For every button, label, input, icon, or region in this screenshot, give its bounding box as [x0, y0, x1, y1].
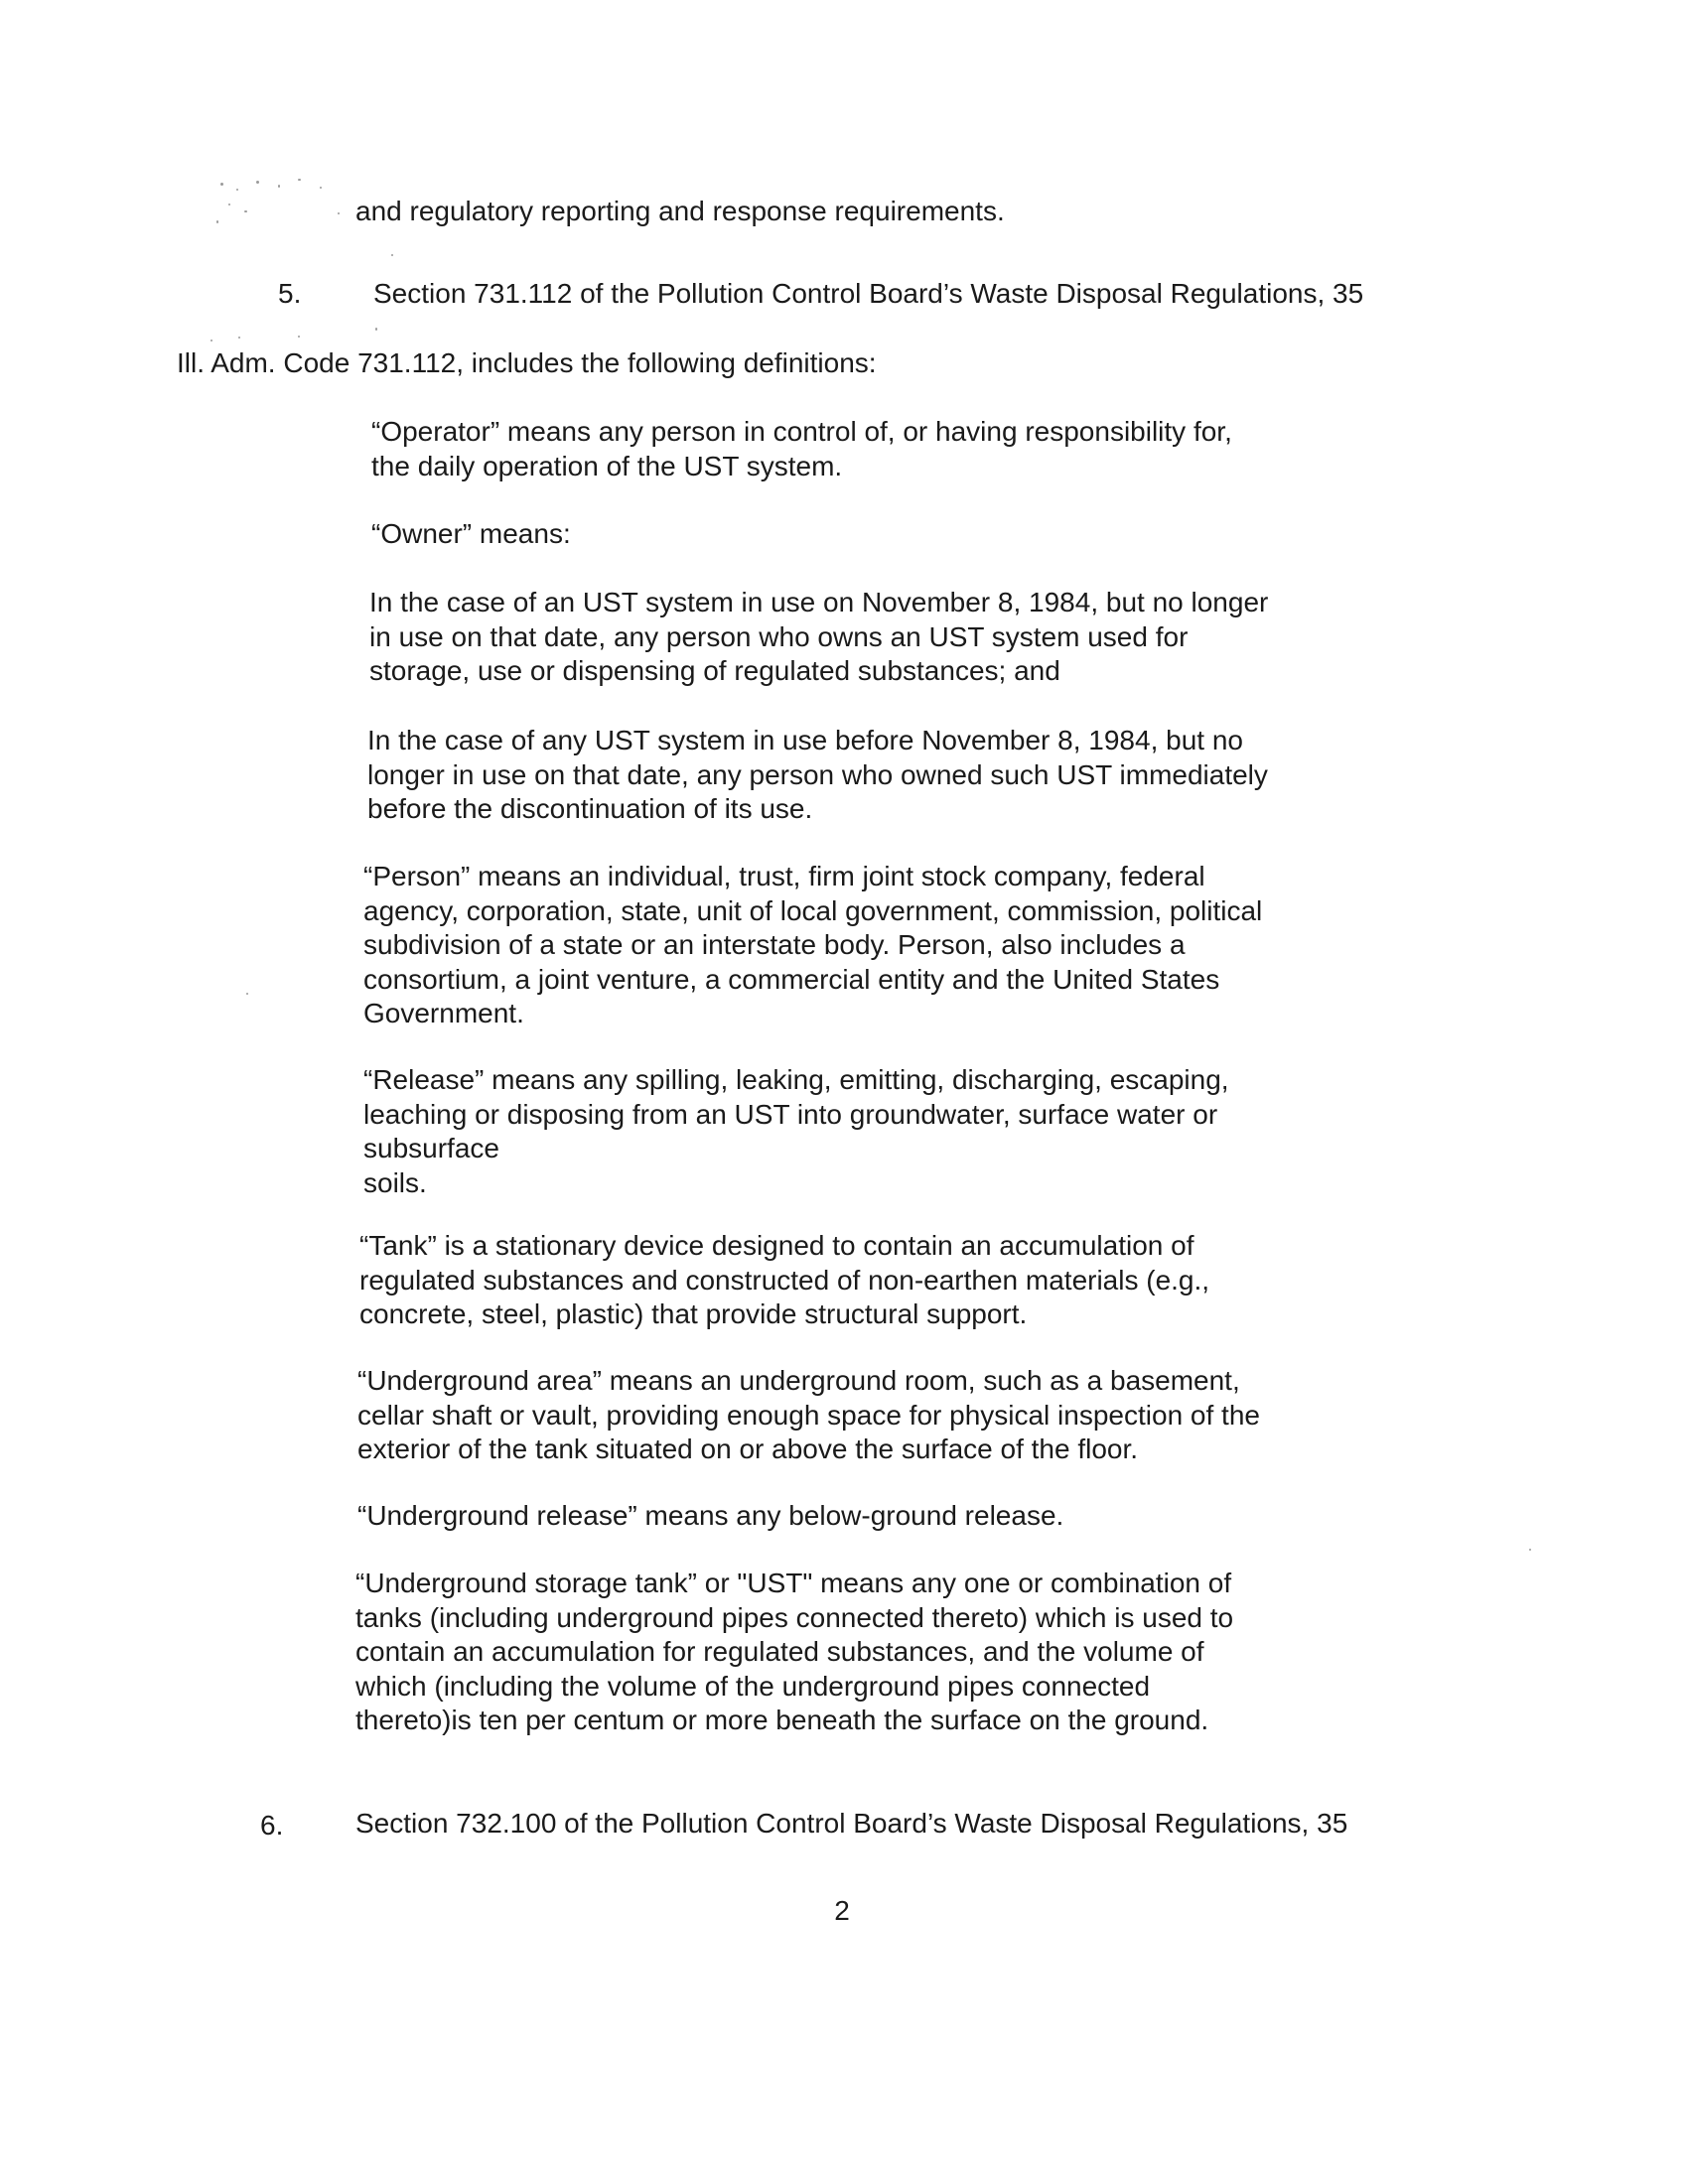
scan-speck: [244, 210, 247, 212]
scan-speck: [228, 204, 230, 205]
paragraph-5-second-line: Ill. Adm. Code 731.112, includes the following definitions:: [177, 347, 877, 378]
scan-speck: [391, 254, 393, 256]
paragraph-6-first-line: Section 732.100 of the Pollution Control Board’s Waste Disposal Regulations, 35: [355, 1808, 1348, 1839]
definition-line: “Underground area” means an underground room, such as a basement,: [357, 1365, 1240, 1396]
definition-line: in use on that date, any person who owns an UST system used for: [369, 620, 1189, 652]
definition-line: In the case of any UST system in use before November 8, 1984, but no: [367, 725, 1243, 755]
paragraph-6-number: 6.: [260, 1810, 284, 1841]
definition-underground-storage-tank: [355, 1567, 1388, 1738]
scan-speck: [338, 212, 340, 214]
scan-speck: [236, 189, 238, 191]
paragraph-5-first-line: Section 731.112 of the Pollution Control Board’s Waste Disposal Regulations, 35: [373, 278, 1364, 309]
definition-line: “Underground storage tank” or "UST" means any one or combination of: [355, 1568, 1232, 1598]
scan-speck: [298, 179, 301, 181]
definition-line: regulated substances and constructed of non-earthen materials (e.g.,: [359, 1264, 1210, 1296]
definition-line: exterior of the tank situated on or above the surface of the floor.: [357, 1433, 1139, 1464]
definition-line: which (including the volume of the underground pipes connected: [355, 1670, 1151, 1702]
definition-underground-release: [357, 1499, 1390, 1534]
definition-line: “Operator” means any person in control of, or having responsibility for,: [371, 416, 1232, 447]
definition-owner: [371, 517, 1404, 552]
scan-speck: [298, 336, 300, 338]
definition-line: agency, corporation, state, unit of local government, commission, political: [363, 894, 1263, 926]
paragraph-5-number: 5.: [278, 278, 302, 309]
definition-line: subdivision of a state or an interstate body. Person, also includes a: [363, 929, 1186, 960]
definition-line: thereto)is ten per centum or more beneath the surface on the ground.: [355, 1705, 1209, 1735]
definition-line: “Underground release” means any below-ground release.: [357, 1500, 1064, 1531]
scan-speck: [220, 183, 223, 186]
definition-release: [363, 1063, 1396, 1200]
definition-line: contain an accumulation for regulated substances, and the volume of: [355, 1636, 1204, 1667]
definition-operator: [371, 415, 1404, 483]
definition-line: soils.: [363, 1166, 427, 1198]
intro-continuation: and regulatory reporting and response requirements.: [355, 196, 1005, 226]
scan-speck: [375, 328, 377, 331]
definition-line: cellar shaft or vault, providing enough space for physical inspection of the: [357, 1399, 1260, 1431]
page-number: 2: [834, 1895, 850, 1926]
definition-line: consortium, a joint venture, a commercial entity and the United States: [363, 963, 1220, 995]
scan-speck: [320, 187, 322, 189]
definition-line: leaching or disposing from an UST into groundwater, surface water or: [363, 1098, 1218, 1130]
definition-line: the daily operation of the UST system.: [371, 450, 843, 481]
definition-line: Government.: [363, 998, 524, 1028]
definition-line: longer in use on that date, any person who owned such UST immediately: [367, 758, 1268, 790]
definition-line: tanks (including underground pipes connected thereto) which is used to: [355, 1601, 1234, 1633]
scan-speck: [256, 181, 259, 184]
definition-line: “Release” means any spilling, leaking, emitting, discharging, escaping,: [363, 1064, 1229, 1095]
scan-speck: [216, 220, 218, 223]
definition-line: concrete, steel, plastic) that provide structural support.: [359, 1298, 1028, 1329]
scan-speck: [238, 337, 240, 339]
definition-line: In the case of an UST system in use on November 8, 1984, but no longer: [369, 587, 1269, 617]
definition-owner-case-1: [369, 586, 1402, 689]
scan-speck: [1529, 1549, 1531, 1551]
scan-speck: [246, 993, 248, 995]
definition-tank: [359, 1229, 1392, 1332]
definition-person: [363, 860, 1396, 1031]
definition-owner-case-2: [367, 724, 1400, 827]
definition-line: “Tank” is a stationary device designed to contain an accumulation of: [359, 1230, 1194, 1261]
definition-line: before the discontinuation of its use.: [367, 793, 813, 824]
definition-line: subsurface: [363, 1133, 499, 1163]
scan-speck: [278, 185, 280, 188]
definition-line: storage, use or dispensing of regulated substances; and: [369, 655, 1060, 686]
definition-underground-area: [357, 1364, 1390, 1467]
scan-speck: [210, 340, 212, 341]
definition-line: “Person” means an individual, trust, firm joint stock company, federal: [363, 861, 1205, 891]
definition-line: “Owner” means:: [371, 518, 571, 549]
